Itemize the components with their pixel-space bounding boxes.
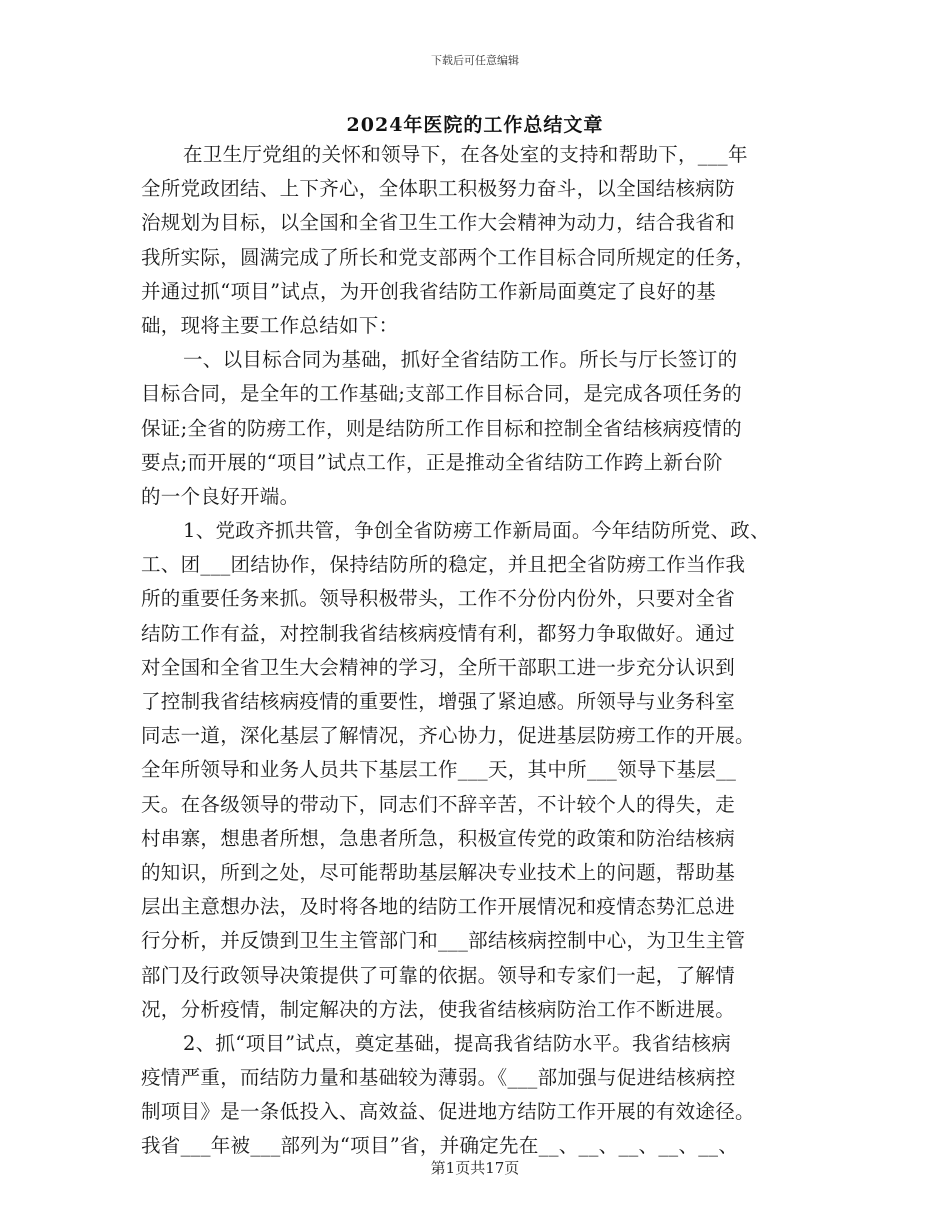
paragraph-section-1 — [141, 343, 831, 514]
paragraph-line: 层出主意想办法，及时将各地的结防工作开展情况和疫情态势汇总进 — [141, 895, 736, 919]
paragraph-line: 础，现将主要工作总结如下： — [141, 313, 399, 337]
paragraph-line: 2、抓“项目”试点，奠定基础，提高我省结防水平。我省结核病 — [183, 1031, 732, 1055]
paragraph-line: 结防工作有益，对控制我省结核病疫情有利，都努力争取做好。通过 — [141, 621, 736, 645]
page-number: 第1页共17页 — [430, 1159, 520, 1177]
paragraph-line: 况，分析疫情，制定解决的方法，使我省结核病防治工作不断进展。 — [141, 997, 736, 1021]
page-header-note: 下载后可任意编辑 — [431, 54, 519, 67]
document-title: 2024年医院的工作总结文章 — [346, 114, 604, 136]
paragraph-item-2 — [141, 1027, 831, 1164]
paragraph-line: 工、团___团结协作，保持结防所的稳定，并且把全省防痨工作当作我 — [141, 553, 746, 577]
paragraph-line: 的一个良好开端。 — [141, 484, 300, 508]
paragraph-line: 并通过抓“项目”试点，为开创我省结防工作新局面奠定了良好的基 — [141, 279, 716, 303]
paragraph-line: 我所实际，圆满完成了所长和党支部两个工作目标合同所规定的任务， — [141, 245, 755, 269]
paragraph-line: 我省___年被___部列为“项目”省，并确定先在__、__、__、__、__、 — [141, 1134, 739, 1158]
paragraph-line: 要点;而开展的“项目”试点工作，正是推动全省结防工作跨上新台阶 — [141, 450, 723, 474]
paragraph-line: 全年所领导和业务人员共下基层工作___天，其中所___领导下基层__ — [141, 758, 737, 782]
paragraph-item-1 — [141, 514, 831, 1027]
paragraph-line: 疫情严重，而结防力量和基础较为薄弱。《___部加强与促进结核病控 — [141, 1066, 736, 1090]
paragraph-intro — [141, 138, 831, 343]
document-body — [141, 138, 831, 1164]
paragraph-line: 村串寨，想患者所想，急患者所急，积极宣传党的政策和防治结核病 — [141, 826, 736, 850]
paragraph-line: 对全国和全省卫生大会精神的学习，全所干部职工进一步充分认识到 — [141, 655, 736, 679]
paragraph-line: 治规划为目标，以全国和全省卫生工作大会精神为动力，结合我省和 — [141, 211, 736, 235]
paragraph-line: 1、党政齐抓共管，争创全省防痨工作新局面。今年结防所党、政、 — [183, 519, 770, 543]
paragraph-line: 保证;全省的防痨工作，则是结防所工作目标和控制全省结核病疫情的 — [141, 416, 742, 440]
paragraph-line: 一、以目标合同为基础，抓好全省结防工作。所长与厅长签订的 — [183, 348, 738, 372]
paragraph-line: 目标合同，是全年的工作基础;支部工作目标合同，是完成各项任务的 — [141, 382, 742, 406]
paragraph-line: 所的重要任务来抓。领导积极带头，工作不分份内份外，只要对全省 — [141, 587, 736, 611]
paragraph-line: 行分析，并反馈到卫生主管部门和___部结核病控制中心，为卫生主管 — [141, 929, 746, 953]
paragraph-line: 同志一道，深化基层了解情况，齐心协力，促进基层防痨工作的开展。 — [141, 724, 755, 748]
paragraph-line: 全所党政团结、上下齐心，全体职工积极努力奋斗，以全国结核病防 — [141, 177, 736, 201]
paragraph-line: 天。在各级领导的带动下，同志们不辞辛苦，不计较个人的得失，走 — [141, 792, 736, 816]
paragraph-line: 制项目》是一条低投入、高效益、促进地方结防工作开展的有效途径。 — [141, 1100, 755, 1124]
paragraph-line: 部门及行政领导决策提供了可靠的依据。领导和专家们一起，了解情 — [141, 963, 736, 987]
paragraph-line: 了控制我省结核病疫情的重要性，增强了紧迫感。所领导与业务科室 — [141, 690, 736, 713]
paragraph-line: 的知识，所到之处，尽可能帮助基层解决专业技术上的问题，帮助基 — [141, 860, 736, 884]
paragraph-line: 在卫生厅党组的关怀和领导下，在各处室的支持和帮助下，___年 — [183, 143, 748, 166]
